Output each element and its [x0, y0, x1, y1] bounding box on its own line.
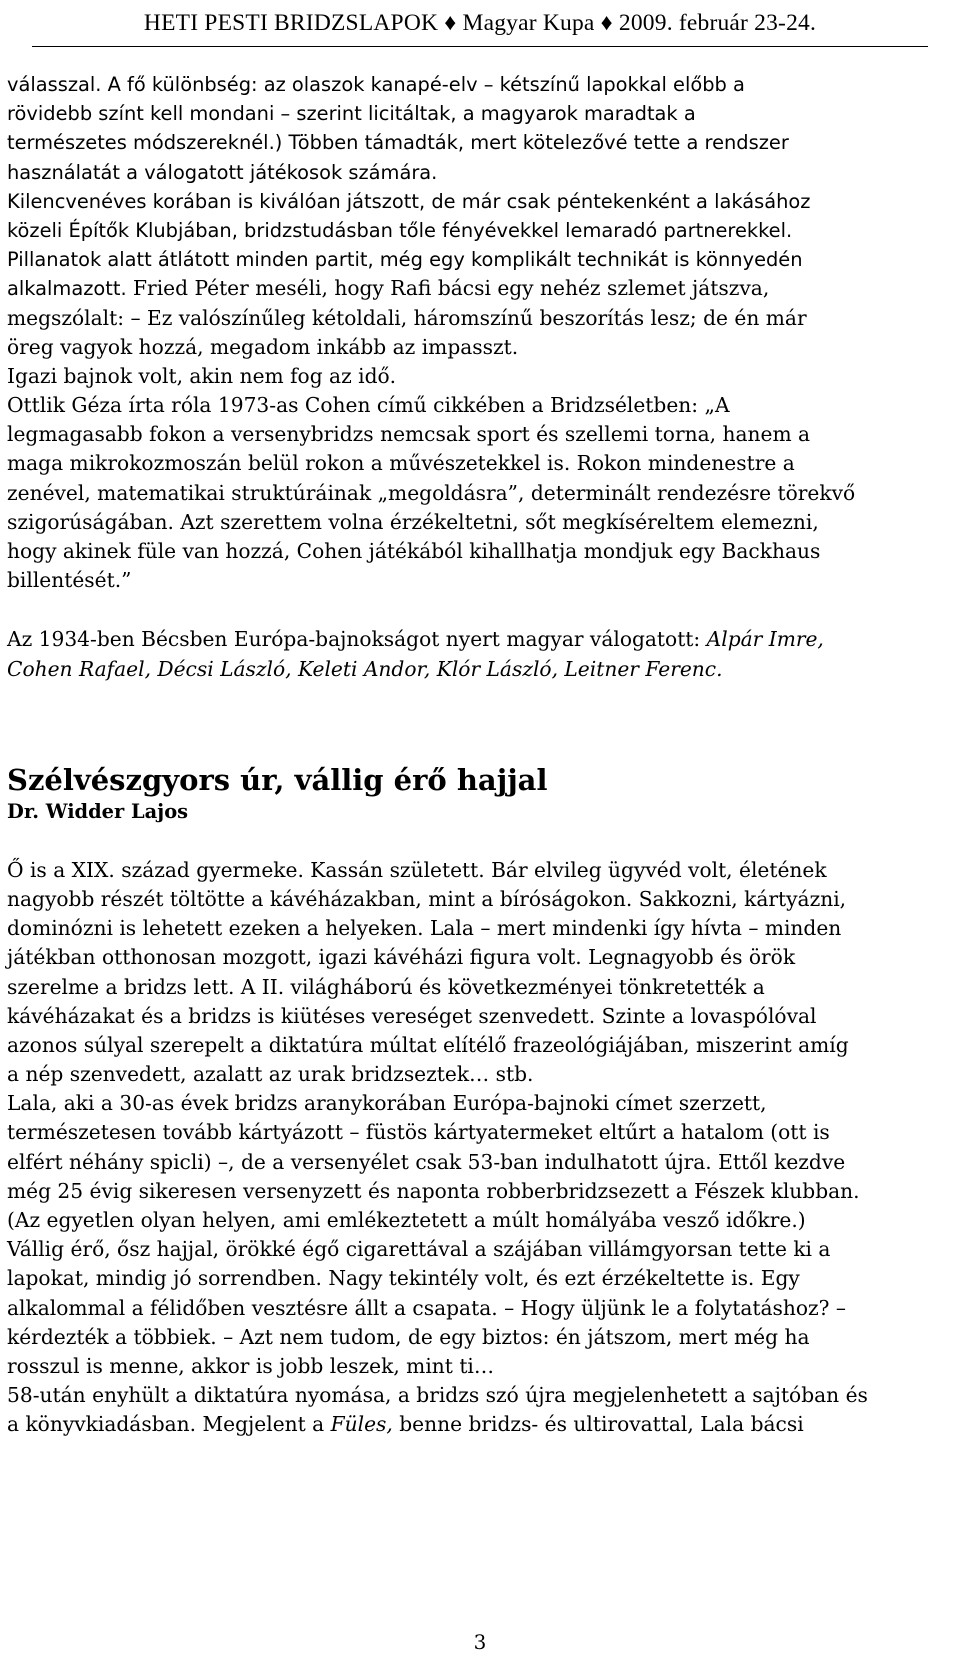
text-line: zenével, matematikai struktúráinak „megoldásra”, determinált rendezésre törekvő [7, 480, 856, 505]
text-line: (Az egyetlen olyan helyen, ami emlékeztetett a múlt homályába vesző időkre.) [7, 1208, 806, 1232]
paragraph-gap [7, 595, 951, 625]
text-line: természetes módszereknél.) Többen támadták, mert kötelezővé tette a rendszer [7, 131, 789, 155]
text-line: Vállig érő, ősz hajjal, örökké égő cigarettával a szájában villámgyorsan tette ki a [7, 1237, 831, 1262]
text-line: hogy akinek füle van hozzá, Cohen játékából kihallhatja mondjuk egy Backhaus [7, 539, 821, 563]
text-fragment: a könyvkiadásban. Megjelent a [7, 1412, 331, 1437]
text-line: kérdezték a többiek. – Azt nem tudom, de egy biztos: én játszom, mert még ha [7, 1324, 810, 1349]
text-line: azonos súlyal szerepelt a diktatúra múltat elítélő frazeológiájában, miszerint amíg [7, 1032, 849, 1057]
text-line [7, 1410, 951, 1439]
text-fragment: benne bridzs- és ultirovattal, Lala bácsi [392, 1412, 804, 1437]
page-content [7, 70, 951, 1440]
team-intro: Az 1934-ben Bécsben Európa-bajnokságot nyert magyar válogatott: [7, 627, 707, 652]
text-line: használatát a válogatott játékosok számára. [7, 160, 438, 184]
section-heading: Szélvészgyors úr, vállig érő hajjal [7, 762, 548, 797]
text-line-mixed [7, 274, 951, 303]
text-line: elfért néhány spicli) –, de a versenyélet csak 53-ban indulhatott újra. Ettől kezdve [7, 1149, 846, 1174]
text-line: szigorúságában. Azt szerettem volna érzékeltetni, sőt megkíséreltem elemezni, [7, 509, 819, 534]
magazine-title-italic: Füles, [330, 1412, 393, 1437]
text-line: Pillanatok alatt átlátott minden partit, még egy komplikált technikát is könnyedén [7, 248, 803, 272]
section-2-text [7, 856, 951, 1440]
text-line: alkalommal a félidőben vesztésre állt a csapata. – Hogy üljünk le a folytatáshoz? – [7, 1295, 846, 1320]
team-list [7, 625, 951, 683]
text-line: Igazi bajnok volt, akin nem fog az idő. [7, 363, 397, 388]
team-members-italic: Alpár Imre, [706, 627, 824, 652]
section-author: Dr. Widder Lajos [7, 799, 189, 823]
text-fragment-serif: Fried Péter meséli, hogy Rafi bácsi egy nehéz szlemet játszva, [126, 276, 770, 301]
text-line: maga mikrokozmoszán belül rokon a művészetekkel is. Rokon mindenestre a [7, 451, 795, 476]
text-line: szerelme a bridzs lett. A II. világháború és következményei tönkretették a [7, 974, 765, 999]
text-fragment-sans: alkalmazott. [7, 277, 127, 301]
text-line: közeli Építők Klubjában, bridzstudásban tőle fényévekkel lemaradó partnerekkel. [7, 218, 793, 242]
section-1-sans-text [7, 70, 951, 274]
text-line: kávéházakat és a bridzs is kiütéses vereséget szenvedett. Szinte a lovaspólóval [7, 1003, 817, 1028]
text-line: dominózni is lehetett ezeken a helyeken. Lala – mert mindenki így hívta – minden [7, 916, 842, 941]
text-line: öreg vagyok hozzá, megadom inkább az impasszt. [7, 334, 519, 359]
team-members-italic-line: Cohen Rafael, Décsi László, Keleti Andor, Klór László, Leitner Ferenc. [7, 656, 723, 681]
text-line [7, 625, 951, 654]
text-line: a nép szenvedett, azalatt az urak bridzseztek… stb. [7, 1062, 534, 1087]
page-number: 3 [473, 1630, 487, 1654]
text-line: billentését.” [7, 568, 132, 593]
text-line: 58-után enyhült a diktatúra nyomása, a bridzs szó újra megjelenhetett a sajtóban és [7, 1383, 868, 1408]
paragraph-gap [7, 826, 951, 856]
text-line: Kilencvenéves korában is kiválóan játszott, de már csak péntekenként a lakásához [7, 189, 811, 213]
running-header: HETI PESTI BRIDZSLAPOK ♦ Magyar Kupa ♦ 2009. február 23-24. [32, 6, 928, 47]
text-line: megszólalt: – Ez valószínűleg kétoldali, háromszínű beszorítás lesz; de én már [7, 305, 807, 330]
text-line: nagyobb részét töltötte a kávéházakban, mint a bíróságokon. Sakkozni, kártyázni, [7, 886, 847, 911]
text-line: rövidebb színt kell mondani – szerint licitáltak, a magyarok maradtak a [7, 102, 696, 126]
text-line: Ottlik Géza írta róla 1973-as Cohen című cikkében a Bridzséletben: „A [7, 393, 730, 418]
text-line: még 25 évig sikeresen versenyzett és naponta robberbridzsezett a Fészek klubban. [7, 1178, 860, 1203]
text-line: játékban otthonosan mozgott, igazi kávéházi figura volt. Legnagyobb és örök [7, 945, 796, 970]
text-line: válasszal. A fő különbség: az olaszok kanapé-elv – kétszínű lapokkal előbb a [7, 73, 745, 96]
text-line: Lala, aki a 30-as évek bridzs aranykorában Európa-bajnoki címet szerzett, [7, 1091, 767, 1116]
text-line: rosszul is menne, akkor is jobb leszek, mint ti… [7, 1353, 495, 1378]
section-1-serif-text [7, 304, 951, 596]
text-line: Ő is a XIX. század gyermeke. Kassán született. Bár elvileg ügyvéd volt, életének [7, 857, 827, 882]
text-line: legmagasabb fokon a versenybridzs nemcsak sport és szellemi torna, hanem a [7, 422, 811, 447]
text-line: lapokat, mindig jó sorrendben. Nagy tekintély volt, és ezt érzékeltette is. Egy [7, 1266, 800, 1291]
text-line: természetesen tovább kártyázott – füstös kártyatermeket eltűrt a hatalom (ott is [7, 1120, 830, 1145]
